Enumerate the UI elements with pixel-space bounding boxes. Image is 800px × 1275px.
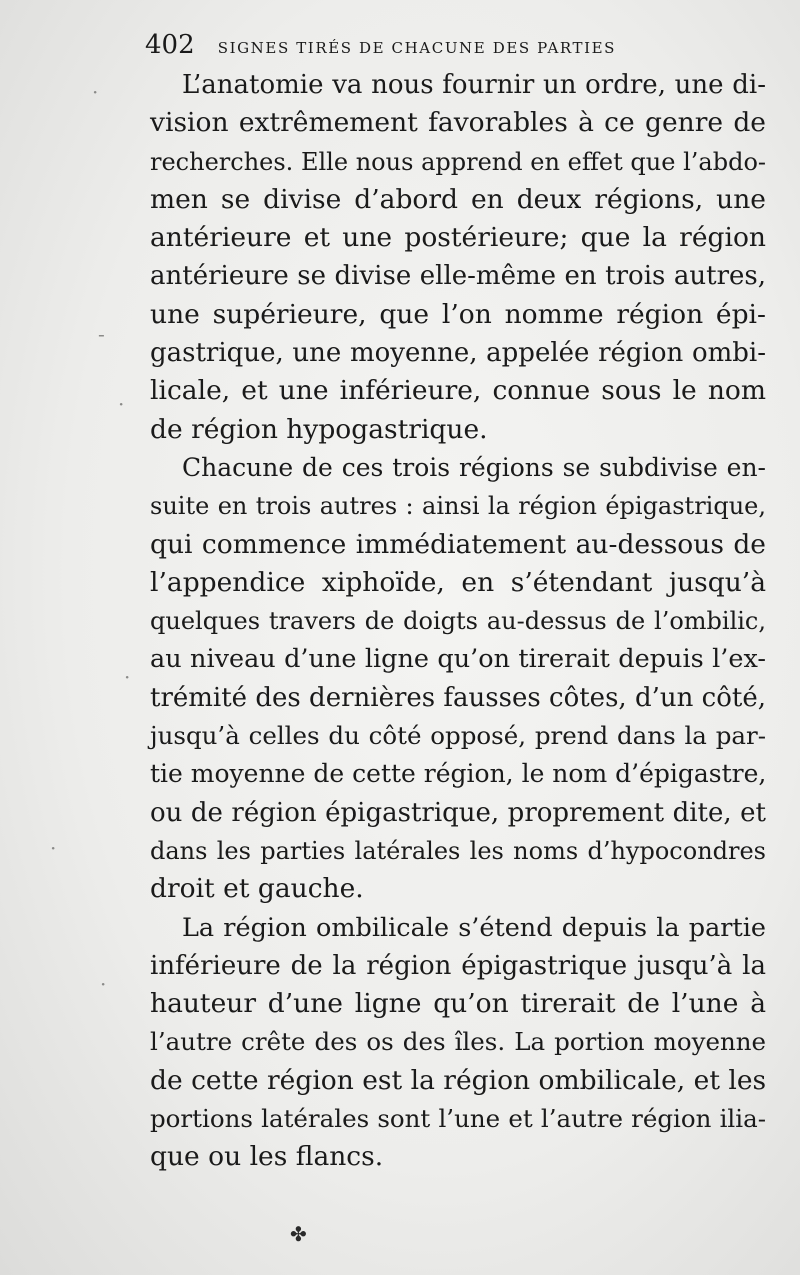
margin-speck: ·	[124, 665, 131, 689]
paragraph-3	[150, 909, 766, 1177]
running-title: SIGNES TIRÉS DE CHACUNE DES PARTIES	[217, 39, 617, 57]
text-line: antérieure et une postérieure; que la région	[150, 222, 766, 254]
text-line: jusqu’à celles du côté opposé, prend dans la par-	[150, 721, 766, 751]
text-line: que ou les flancs.	[150, 1141, 384, 1173]
margin-speck: -	[98, 322, 105, 346]
margin-speck: ·	[100, 972, 107, 996]
text-line: licale, et une inférieure, connue sous le nom	[150, 375, 766, 407]
running-head	[145, 30, 785, 60]
text-line: au niveau d’une ligne qu’on tirerait depuis l’ex-	[150, 644, 766, 675]
margin-speck: ·	[50, 836, 57, 860]
text-line: tie moyenne de cette région, le nom d’épigastre,	[150, 759, 767, 789]
text-line: l’autre crête des os des îles. La portion moyenne	[150, 1027, 766, 1057]
text-line: dans les parties latérales les noms d’hypocondres	[150, 836, 766, 865]
text-line: men se divise d’abord en deux régions, une	[150, 183, 766, 215]
text-line: ou de région épigastrique, proprement dite, et	[150, 797, 766, 828]
paragraph-2	[150, 449, 766, 909]
text-line: hauteur d’une ligne qu’on tirerait de l’une à	[150, 988, 766, 1020]
text-line: de cette région est la région ombilicale, et les	[150, 1064, 767, 1096]
text-line: de région hypogastrique.	[150, 413, 488, 445]
text-line: inférieure de la région épigastrique jusqu’à la	[150, 950, 766, 981]
text-line: trémité des dernières fausses côtes, d’un côté,	[150, 682, 766, 713]
text-line: droit et gauche.	[150, 873, 364, 905]
ornament-icon: ✤	[290, 1222, 307, 1246]
text-line: quelques travers de doigts au-dessus de l’ombilic,	[150, 607, 766, 636]
text-line: qui commence immédiatement au-dessous de	[150, 528, 766, 560]
text-line: une supérieure, que l’on nomme région épi-	[150, 298, 766, 330]
margin-speck: ·	[118, 392, 125, 416]
text-line: vision extrêmement favorables à ce genre de	[150, 107, 766, 139]
body-text	[150, 66, 766, 1177]
text-line: l’appendice xiphoïde, en s’étendant jusqu’à	[150, 566, 766, 598]
text-line: Chacune de ces trois régions se subdivise en-	[182, 452, 766, 482]
margin-speck: ·	[92, 80, 99, 104]
text-line: La région ombilicale s’étend depuis la partie	[182, 912, 766, 943]
page-number: 402	[145, 30, 195, 60]
text-line: suite en trois autres : ainsi la région épigastrique,	[150, 492, 766, 521]
text-line: L’anatomie va nous fournir un ordre, une di-	[182, 70, 766, 100]
paragraph-1	[150, 66, 766, 449]
text-line: recherches. Elle nous apprend en effet que l’abdo-	[150, 147, 766, 176]
text-line: antérieure se divise elle-même en trois autres,	[150, 261, 766, 292]
text-line: portions latérales sont l’une et l’autre région ilia-	[150, 1104, 766, 1134]
text-line: gastrique, une moyenne, appelée région ombi-	[150, 338, 766, 369]
